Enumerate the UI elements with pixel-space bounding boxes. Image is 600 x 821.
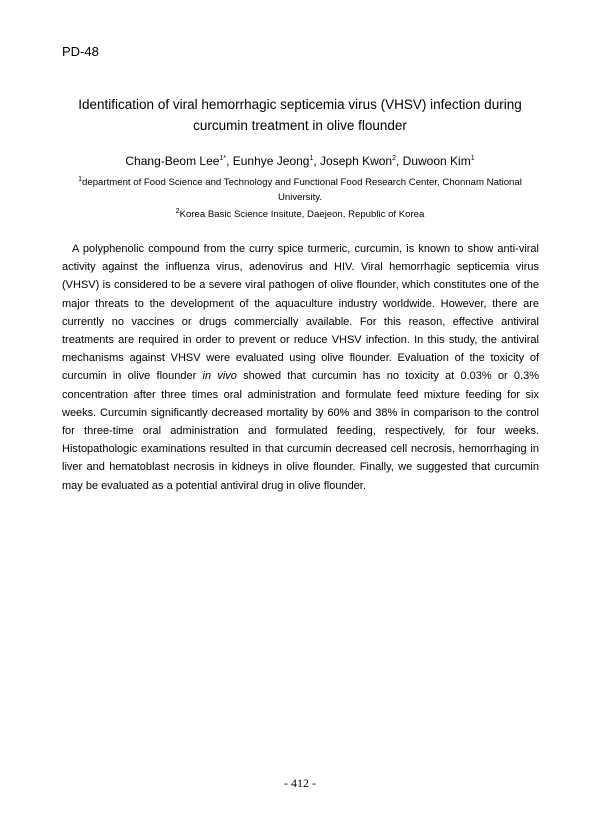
author-separator: , bbox=[313, 154, 321, 168]
affiliation bbox=[62, 175, 538, 205]
author-name: Chang-Beom Lee bbox=[125, 154, 220, 168]
author-affiliation-mark: 1* bbox=[219, 155, 227, 162]
author-name: Joseph Kwon bbox=[320, 154, 393, 168]
affiliation-mark: 1 bbox=[78, 175, 83, 183]
author-separator: , bbox=[396, 154, 403, 168]
author-affiliation-mark: 2 bbox=[392, 155, 396, 162]
affiliation-mark: 2 bbox=[175, 207, 180, 215]
abstract-italic-term: in vivo bbox=[202, 370, 237, 383]
affiliation-text: Korea Basic Science Insitute, Daejeon, Republic of Korea bbox=[179, 209, 425, 220]
author-affiliation-mark: 1 bbox=[309, 155, 314, 162]
page-number: - 412 - bbox=[284, 776, 316, 790]
abstract-body bbox=[62, 240, 539, 495]
author-name: Eunhye Jeong bbox=[232, 154, 310, 168]
author-affiliation-mark: 1 bbox=[470, 155, 475, 162]
session-code: PD-48 bbox=[62, 44, 99, 59]
abstract-paragraph bbox=[62, 240, 539, 495]
affiliation bbox=[62, 207, 538, 222]
paper-title: Identification of viral hemorrhagic septicemia virus (VHSV) infection during curcumin treatment in olive flounder bbox=[78, 97, 522, 133]
abstract-text: showed that curcumin has no toxicity at 0.03% or 0.3% concentration after three times oral administration and formulate feed mixture feeding for six weeks. Curcumin significantly decreased mortality by 60% and 38% in comparison to the control for three-time oral administration and formulated feeding, respectively, for four weeks. Histopathologic examinations resulted in that curcumin decreased cell necrosis, hemorrhaging in liver and hematoblast necrosis in kidneys in olive flounder. Finally, we suggested that curcumin may be evaluated as a potential antiviral drug in olive flounder. bbox=[62, 370, 539, 492]
author-name: Duwoon Kim bbox=[402, 154, 471, 168]
affiliation-text: department of Food Science and Technology and Functional Food Research Center, Chonnam National University. bbox=[82, 177, 522, 203]
author-list bbox=[40, 154, 560, 168]
abstract-text: A polyphenolic compound from the curry spice turmeric, curcumin, is known to show anti-viral activity against the influenza virus, adenovirus and HIV. Viral hemorrhagic septicemia virus (VHSV) is considered to be a severe viral pathogen of olive flounder, which constitutes one of the major threats to the development of the aquaculture industry worldwide. However, there are currently no vaccines or drugs commercially available. For this reason, effective antiviral treatments are required in order to prevent or reduce VHSV infection. In this study, the antiviral mechanisms against VHSV were evaluated using olive flounder. Evaluation of the toxicity of curcumin in olive flounder bbox=[62, 243, 539, 383]
author-separator: , bbox=[226, 154, 233, 168]
